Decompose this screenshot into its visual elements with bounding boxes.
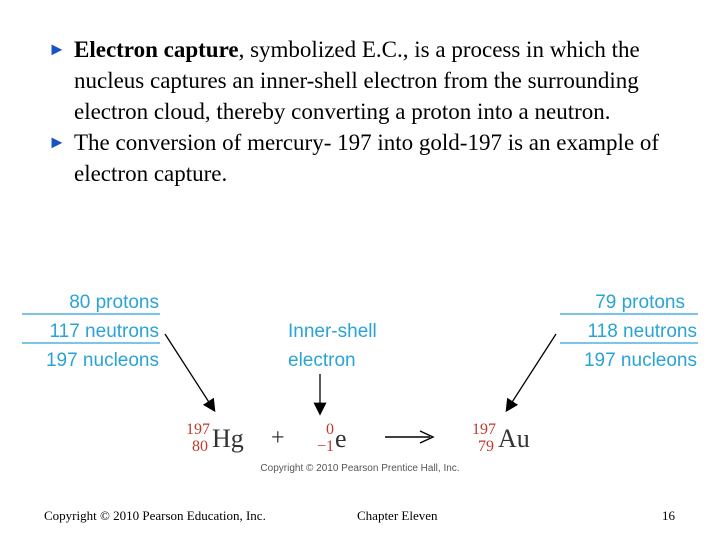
au-nucleons-label: 197 nucleons — [583, 350, 697, 371]
term-electron-capture: Electron capture — [74, 37, 239, 62]
hg-nucleons-label: 197 nucleons — [45, 350, 159, 371]
electron-symbol: e — [335, 424, 347, 453]
arrow-to-hg — [165, 334, 214, 410]
plus-sign: + — [271, 425, 285, 451]
electron-charge: −1 — [316, 438, 334, 455]
electron-mass-number: 0 — [326, 421, 334, 438]
hg-neutrons-label: 117 neutrons — [49, 321, 159, 342]
footer-page-number: 16 — [662, 508, 675, 523]
au-symbol: Au — [498, 424, 530, 453]
hg-protons-label: 80 protons — [69, 292, 159, 313]
bullet-text: , symbolized E.C., is a process in which the nucleus captures an inner-shell electron from the surrounding electron cloud, thereby converting a proton into a neutron. — [74, 37, 640, 124]
au-neutrons-label: 118 neutrons — [587, 321, 697, 342]
electron-label: electron — [288, 350, 356, 371]
hg-symbol: Hg — [212, 424, 244, 453]
hg-mass-number: 197 — [186, 421, 210, 438]
triangle-bullet-icon: ► — [48, 39, 66, 59]
inner-shell-label: Inner-shell — [288, 321, 377, 342]
au-atomic-number: 79 — [478, 438, 494, 455]
footer-copyright: Copyright © 2010 Pearson Education, Inc. — [44, 508, 266, 523]
au-mass-number: 197 — [472, 421, 496, 438]
figure-copyright: Copyright © 2010 Pearson Prentice Hall, Inc. — [260, 463, 460, 474]
hg-atomic-number: 80 — [192, 438, 208, 455]
au-protons-label: 79 protons — [595, 292, 685, 313]
footer-chapter: Chapter Eleven — [357, 508, 438, 523]
triangle-bullet-icon: ► — [48, 132, 66, 152]
arrow-to-au — [507, 334, 556, 410]
bullet-text: The conversion of mercury- 197 into gold-197 is an example of electron capture. — [74, 130, 660, 186]
